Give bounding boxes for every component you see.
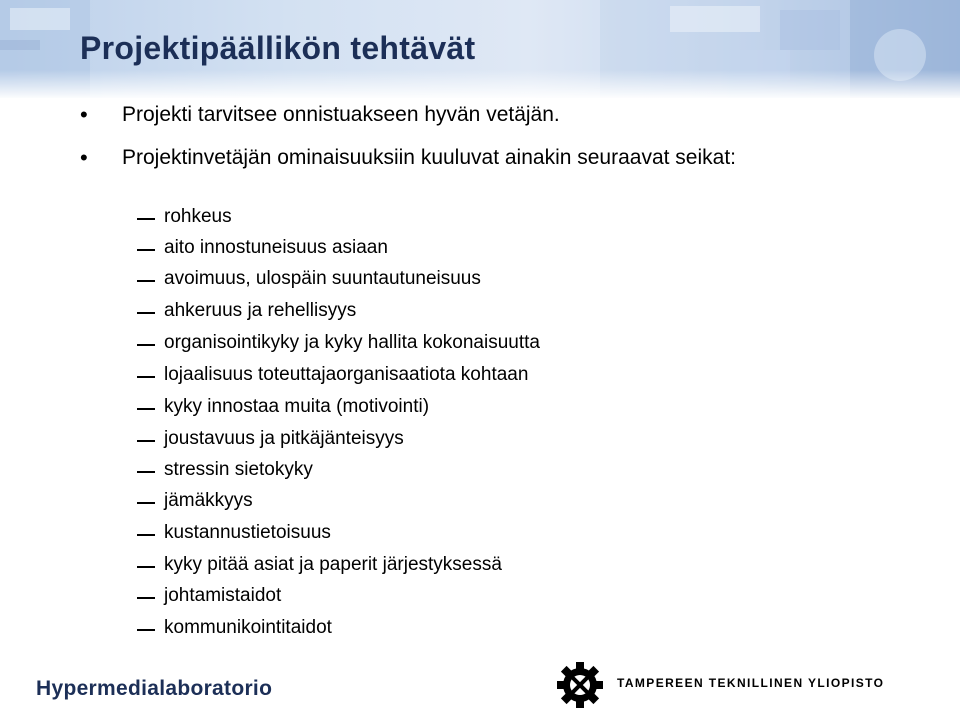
dash-marker <box>137 597 155 599</box>
sub-item: avoimuus, ulospäin suuntautuneisuus <box>164 268 481 289</box>
sub-item: ahkeruus ja rehellisyys <box>164 300 357 321</box>
dash-marker <box>137 218 155 220</box>
dash-marker <box>137 534 155 536</box>
dash-marker <box>137 502 155 504</box>
dash-marker <box>137 312 155 314</box>
bullet-text: Projekti tarvitsee onnistuakseen hyvän vetäjän. <box>122 103 560 126</box>
gear-cross-logo-icon <box>555 660 605 710</box>
slide-title: Projektipäällikön tehtävät <box>80 30 476 66</box>
sub-item: lojaalisuus toteuttajaorganisaatiota kohtaan <box>164 364 529 385</box>
sub-item: rohkeus <box>164 206 232 227</box>
dash-marker <box>137 629 155 631</box>
sub-item: jämäkkyys <box>164 490 253 511</box>
sub-item: aito innostuneisuus asiaan <box>164 237 388 258</box>
university-name: TAMPEREEN TEKNILLINEN YLIOPISTO <box>617 676 885 690</box>
sub-item: organisointikyky ja kyky hallita kokonaisuutta <box>164 332 540 353</box>
sub-item: kommunikointitaidot <box>164 617 332 638</box>
dash-marker <box>137 280 155 282</box>
bullet-marker: • <box>80 102 88 127</box>
sub-item: johtamistaidot <box>164 585 282 606</box>
dash-marker <box>137 376 155 378</box>
bullet-text: Projektinvetäjän ominaisuuksiin kuuluvat ainakin seuraavat seikat: <box>122 146 737 169</box>
sub-item: stressin sietokyky <box>164 459 313 480</box>
dash-marker <box>137 249 155 251</box>
dash-marker <box>137 566 155 568</box>
footer-lab-name: Hypermedialaboratorio <box>36 677 273 700</box>
sub-item: kyky innostaa muita (motivointi) <box>164 396 430 417</box>
dash-marker <box>137 440 155 442</box>
dash-marker <box>137 471 155 473</box>
dash-marker <box>137 344 155 346</box>
sub-item: joustavuus ja pitkäjänteisyys <box>164 428 404 449</box>
banner-fade <box>0 70 960 98</box>
dash-marker <box>137 408 155 410</box>
bullet-marker: • <box>80 145 88 170</box>
sub-item: kyky pitää asiat ja paperit järjestyksessä <box>164 554 502 575</box>
sub-item: kustannustietoisuus <box>164 522 331 543</box>
